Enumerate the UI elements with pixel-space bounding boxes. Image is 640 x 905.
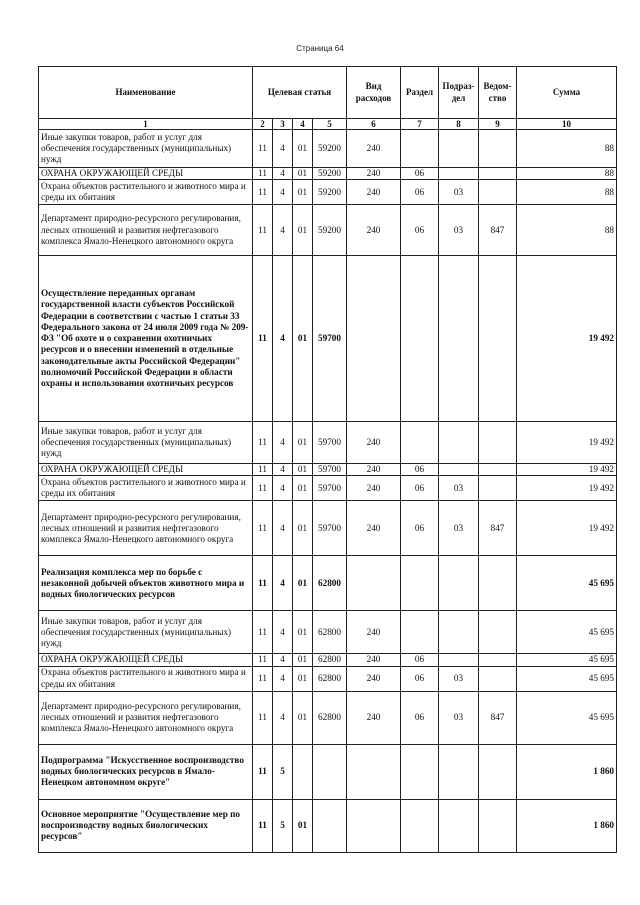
cell-article-3: 01 (293, 654, 313, 666)
cell-name: Иные закупки товаров, работ и услуг для обеспечения государственных (муниципальных) нужд (39, 422, 253, 464)
column-number: 7 (401, 119, 439, 130)
cell-article-1: 11 (253, 744, 273, 799)
cell-article-4 (313, 799, 347, 852)
cell-amount: 45 695 (517, 654, 617, 666)
cell-article-2: 5 (273, 744, 293, 799)
cell-department (479, 422, 517, 464)
table-row (39, 691, 617, 744)
cell-article-2: 4 (273, 168, 293, 180)
cell-article-3: 01 (293, 501, 313, 556)
cell-section: 06 (401, 464, 439, 476)
table-row (39, 130, 617, 168)
cell-name: ОХРАНА ОКРУЖАЮЩЕЙ СРЕДЫ (39, 654, 253, 666)
cell-name: Иные закупки товаров, работ и услуг для обеспечения государственных (муниципальных) нужд (39, 611, 253, 654)
cell-department (479, 666, 517, 691)
cell-article-2: 4 (273, 654, 293, 666)
column-number: 5 (313, 119, 347, 130)
cell-subsection (439, 256, 479, 422)
table-row (39, 799, 617, 852)
cell-article-1: 11 (253, 168, 273, 180)
cell-article-4: 59700 (313, 464, 347, 476)
cell-article-1: 11 (253, 501, 273, 556)
column-number: 1 (39, 119, 253, 130)
column-number: 9 (479, 119, 517, 130)
cell-section: 06 (401, 180, 439, 205)
column-number-row (39, 119, 617, 130)
cell-department (479, 168, 517, 180)
cell-amount: 45 695 (517, 556, 617, 611)
cell-name: Иные закупки товаров, работ и услуг для обеспечения государственных (муниципальных) нужд (39, 130, 253, 168)
cell-expense-type: 240 (347, 130, 401, 168)
cell-department (479, 180, 517, 205)
cell-article-4: 59700 (313, 501, 347, 556)
cell-subsection (439, 130, 479, 168)
cell-department: 847 (479, 205, 517, 256)
cell-article-3: 01 (293, 556, 313, 611)
cell-department (479, 744, 517, 799)
cell-section: 06 (401, 654, 439, 666)
cell-name: Охрана объектов растительного и животного мира и среды их обитания (39, 666, 253, 691)
cell-amount: 45 695 (517, 691, 617, 744)
cell-expense-type: 240 (347, 666, 401, 691)
cell-department (479, 654, 517, 666)
cell-name: Подпрограмма "Искусственное воспроизводство водных биологических ресурсов в Ямало-Ненецком автономном округе" (39, 744, 253, 799)
table-row (39, 422, 617, 464)
cell-section (401, 556, 439, 611)
cell-name: Реализация комплекса мер по борьбе с незаконной добычей объектов животного мира и водных биологических ресурсов (39, 556, 253, 611)
cell-section: 06 (401, 205, 439, 256)
cell-article-1: 11 (253, 476, 273, 501)
cell-article-3: 01 (293, 666, 313, 691)
cell-section (401, 422, 439, 464)
cell-section (401, 611, 439, 654)
cell-article-1: 11 (253, 205, 273, 256)
cell-expense-type: 240 (347, 611, 401, 654)
cell-name: ОХРАНА ОКРУЖАЮЩЕЙ СРЕДЫ (39, 464, 253, 476)
cell-department (479, 799, 517, 852)
cell-subsection (439, 654, 479, 666)
header-department: Ведом- ство (479, 67, 517, 119)
cell-name: Основное мероприятие "Осуществление мер по воспроизводству водных биологических ресурсов" (39, 799, 253, 852)
table-row (39, 654, 617, 666)
cell-article-4: 62800 (313, 666, 347, 691)
header-subsection: Подраз- дел (439, 67, 479, 119)
cell-subsection (439, 799, 479, 852)
cell-amount: 45 695 (517, 611, 617, 654)
cell-name: Департамент природно-ресурсного регулирования, лесных отношений и развития нефтегазового комплекса Ямало-Ненецкого автономного округа (39, 205, 253, 256)
column-number: 3 (273, 119, 293, 130)
cell-article-3 (293, 744, 313, 799)
cell-article-1: 11 (253, 556, 273, 611)
cell-article-4: 59200 (313, 130, 347, 168)
cell-article-2: 4 (273, 611, 293, 654)
cell-article-4: 59200 (313, 168, 347, 180)
table-header-row (39, 67, 617, 119)
cell-article-2: 4 (273, 691, 293, 744)
cell-article-3: 01 (293, 130, 313, 168)
cell-expense-type (347, 744, 401, 799)
cell-article-3: 01 (293, 799, 313, 852)
cell-expense-type: 240 (347, 501, 401, 556)
column-number: 2 (253, 119, 273, 130)
cell-article-3: 01 (293, 476, 313, 501)
cell-article-1: 11 (253, 611, 273, 654)
cell-article-3: 01 (293, 691, 313, 744)
table-row (39, 476, 617, 501)
cell-expense-type: 240 (347, 654, 401, 666)
table-row (39, 611, 617, 654)
cell-expense-type: 240 (347, 205, 401, 256)
page-number-label: Страница 64 (296, 44, 344, 53)
cell-department (479, 464, 517, 476)
cell-article-2: 4 (273, 556, 293, 611)
cell-subsection: 03 (439, 666, 479, 691)
header-expense-type: Вид расходов (347, 67, 401, 119)
cell-amount: 88 (517, 130, 617, 168)
cell-section: 06 (401, 691, 439, 744)
cell-expense-type: 240 (347, 168, 401, 180)
cell-article-4: 59700 (313, 476, 347, 501)
cell-department (479, 556, 517, 611)
cell-article-1: 11 (253, 130, 273, 168)
cell-article-2: 4 (273, 180, 293, 205)
cell-name: Охрана объектов растительного и животного мира и среды их обитания (39, 180, 253, 205)
cell-article-3: 01 (293, 611, 313, 654)
cell-expense-type: 240 (347, 464, 401, 476)
cell-amount: 19 492 (517, 476, 617, 501)
cell-article-1: 11 (253, 180, 273, 205)
cell-department (479, 256, 517, 422)
cell-subsection (439, 744, 479, 799)
cell-subsection (439, 611, 479, 654)
cell-article-4: 59700 (313, 422, 347, 464)
cell-article-1: 11 (253, 256, 273, 422)
cell-article-4: 59200 (313, 205, 347, 256)
cell-expense-type: 240 (347, 180, 401, 205)
cell-amount: 88 (517, 205, 617, 256)
cell-amount: 19 492 (517, 501, 617, 556)
cell-article-4: 62800 (313, 691, 347, 744)
budget-table (38, 66, 617, 853)
cell-article-4: 62800 (313, 654, 347, 666)
cell-section: 06 (401, 501, 439, 556)
header-section: Раздел (401, 67, 439, 119)
header-name: Наименование (39, 67, 253, 119)
table-row (39, 180, 617, 205)
cell-article-1: 11 (253, 464, 273, 476)
cell-section (401, 130, 439, 168)
table-row (39, 501, 617, 556)
cell-article-2: 4 (273, 256, 293, 422)
cell-expense-type (347, 256, 401, 422)
cell-subsection: 03 (439, 180, 479, 205)
cell-amount: 1 860 (517, 744, 617, 799)
cell-amount: 19 492 (517, 422, 617, 464)
cell-department (479, 611, 517, 654)
table-row (39, 556, 617, 611)
cell-article-3: 01 (293, 205, 313, 256)
cell-expense-type: 240 (347, 422, 401, 464)
cell-article-4: 62800 (313, 611, 347, 654)
cell-article-3: 01 (293, 180, 313, 205)
cell-department (479, 130, 517, 168)
header-target-article: Целевая статья (253, 67, 347, 119)
cell-expense-type (347, 556, 401, 611)
cell-article-2: 4 (273, 422, 293, 464)
column-number: 10 (517, 119, 617, 130)
cell-article-2: 4 (273, 476, 293, 501)
cell-article-3: 01 (293, 168, 313, 180)
cell-article-1: 11 (253, 799, 273, 852)
cell-article-1: 11 (253, 654, 273, 666)
cell-amount: 88 (517, 180, 617, 205)
cell-article-3: 01 (293, 464, 313, 476)
cell-section (401, 256, 439, 422)
cell-subsection (439, 422, 479, 464)
cell-name: ОХРАНА ОКРУЖАЮЩЕЙ СРЕДЫ (39, 168, 253, 180)
cell-department (479, 476, 517, 501)
table-row (39, 256, 617, 422)
cell-section: 06 (401, 168, 439, 180)
cell-article-1: 11 (253, 691, 273, 744)
cell-article-2: 4 (273, 464, 293, 476)
cell-subsection: 03 (439, 691, 479, 744)
cell-name: Осуществление переданных органам государственной власти субъектов Российской Федерации в соответствии с частью 1 статьи 33 Федерального закона от 24 июля 2009 года № 209-ФЗ "Об охоте и о сохранении охотничьих ресурсов и о внесении изменений в отдельные законодательные акты Российской Федерации" полномочий Российской Федерации в области охраны и использования охотничьих ресурсов (39, 256, 253, 422)
cell-amount: 19 492 (517, 464, 617, 476)
column-number: 6 (347, 119, 401, 130)
cell-name: Охрана объектов растительного и животного мира и среды их обитания (39, 476, 253, 501)
cell-article-2: 4 (273, 130, 293, 168)
cell-article-2: 4 (273, 666, 293, 691)
column-number: 8 (439, 119, 479, 130)
cell-section (401, 799, 439, 852)
cell-section (401, 744, 439, 799)
table-row (39, 205, 617, 256)
cell-article-3: 01 (293, 256, 313, 422)
cell-article-4: 62800 (313, 556, 347, 611)
cell-subsection: 03 (439, 476, 479, 501)
cell-amount: 45 695 (517, 666, 617, 691)
cell-expense-type (347, 799, 401, 852)
cell-expense-type: 240 (347, 476, 401, 501)
cell-subsection (439, 556, 479, 611)
table-row (39, 744, 617, 799)
cell-subsection (439, 168, 479, 180)
cell-section: 06 (401, 666, 439, 691)
cell-subsection: 03 (439, 501, 479, 556)
header-amount: Сумма (517, 67, 617, 119)
cell-article-4: 59200 (313, 180, 347, 205)
cell-section: 06 (401, 476, 439, 501)
cell-subsection: 03 (439, 205, 479, 256)
cell-article-3: 01 (293, 422, 313, 464)
cell-expense-type: 240 (347, 691, 401, 744)
cell-department: 847 (479, 691, 517, 744)
table-row (39, 168, 617, 180)
cell-article-2: 5 (273, 799, 293, 852)
cell-subsection (439, 464, 479, 476)
cell-article-1: 11 (253, 422, 273, 464)
cell-article-4 (313, 744, 347, 799)
cell-amount: 19 492 (517, 256, 617, 422)
cell-article-1: 11 (253, 666, 273, 691)
cell-name: Департамент природно-ресурсного регулирования, лесных отношений и развития нефтегазового комплекса Ямало-Ненецкого автономного округа (39, 501, 253, 556)
cell-department: 847 (479, 501, 517, 556)
cell-article-4: 59700 (313, 256, 347, 422)
table-row (39, 464, 617, 476)
table-body (39, 130, 617, 853)
column-number: 4 (293, 119, 313, 130)
cell-article-2: 4 (273, 501, 293, 556)
cell-name: Департамент природно-ресурсного регулирования, лесных отношений и развития нефтегазового комплекса Ямало-Ненецкого автономного округа (39, 691, 253, 744)
cell-amount: 88 (517, 168, 617, 180)
table-row (39, 666, 617, 691)
cell-article-2: 4 (273, 205, 293, 256)
cell-amount: 1 860 (517, 799, 617, 852)
